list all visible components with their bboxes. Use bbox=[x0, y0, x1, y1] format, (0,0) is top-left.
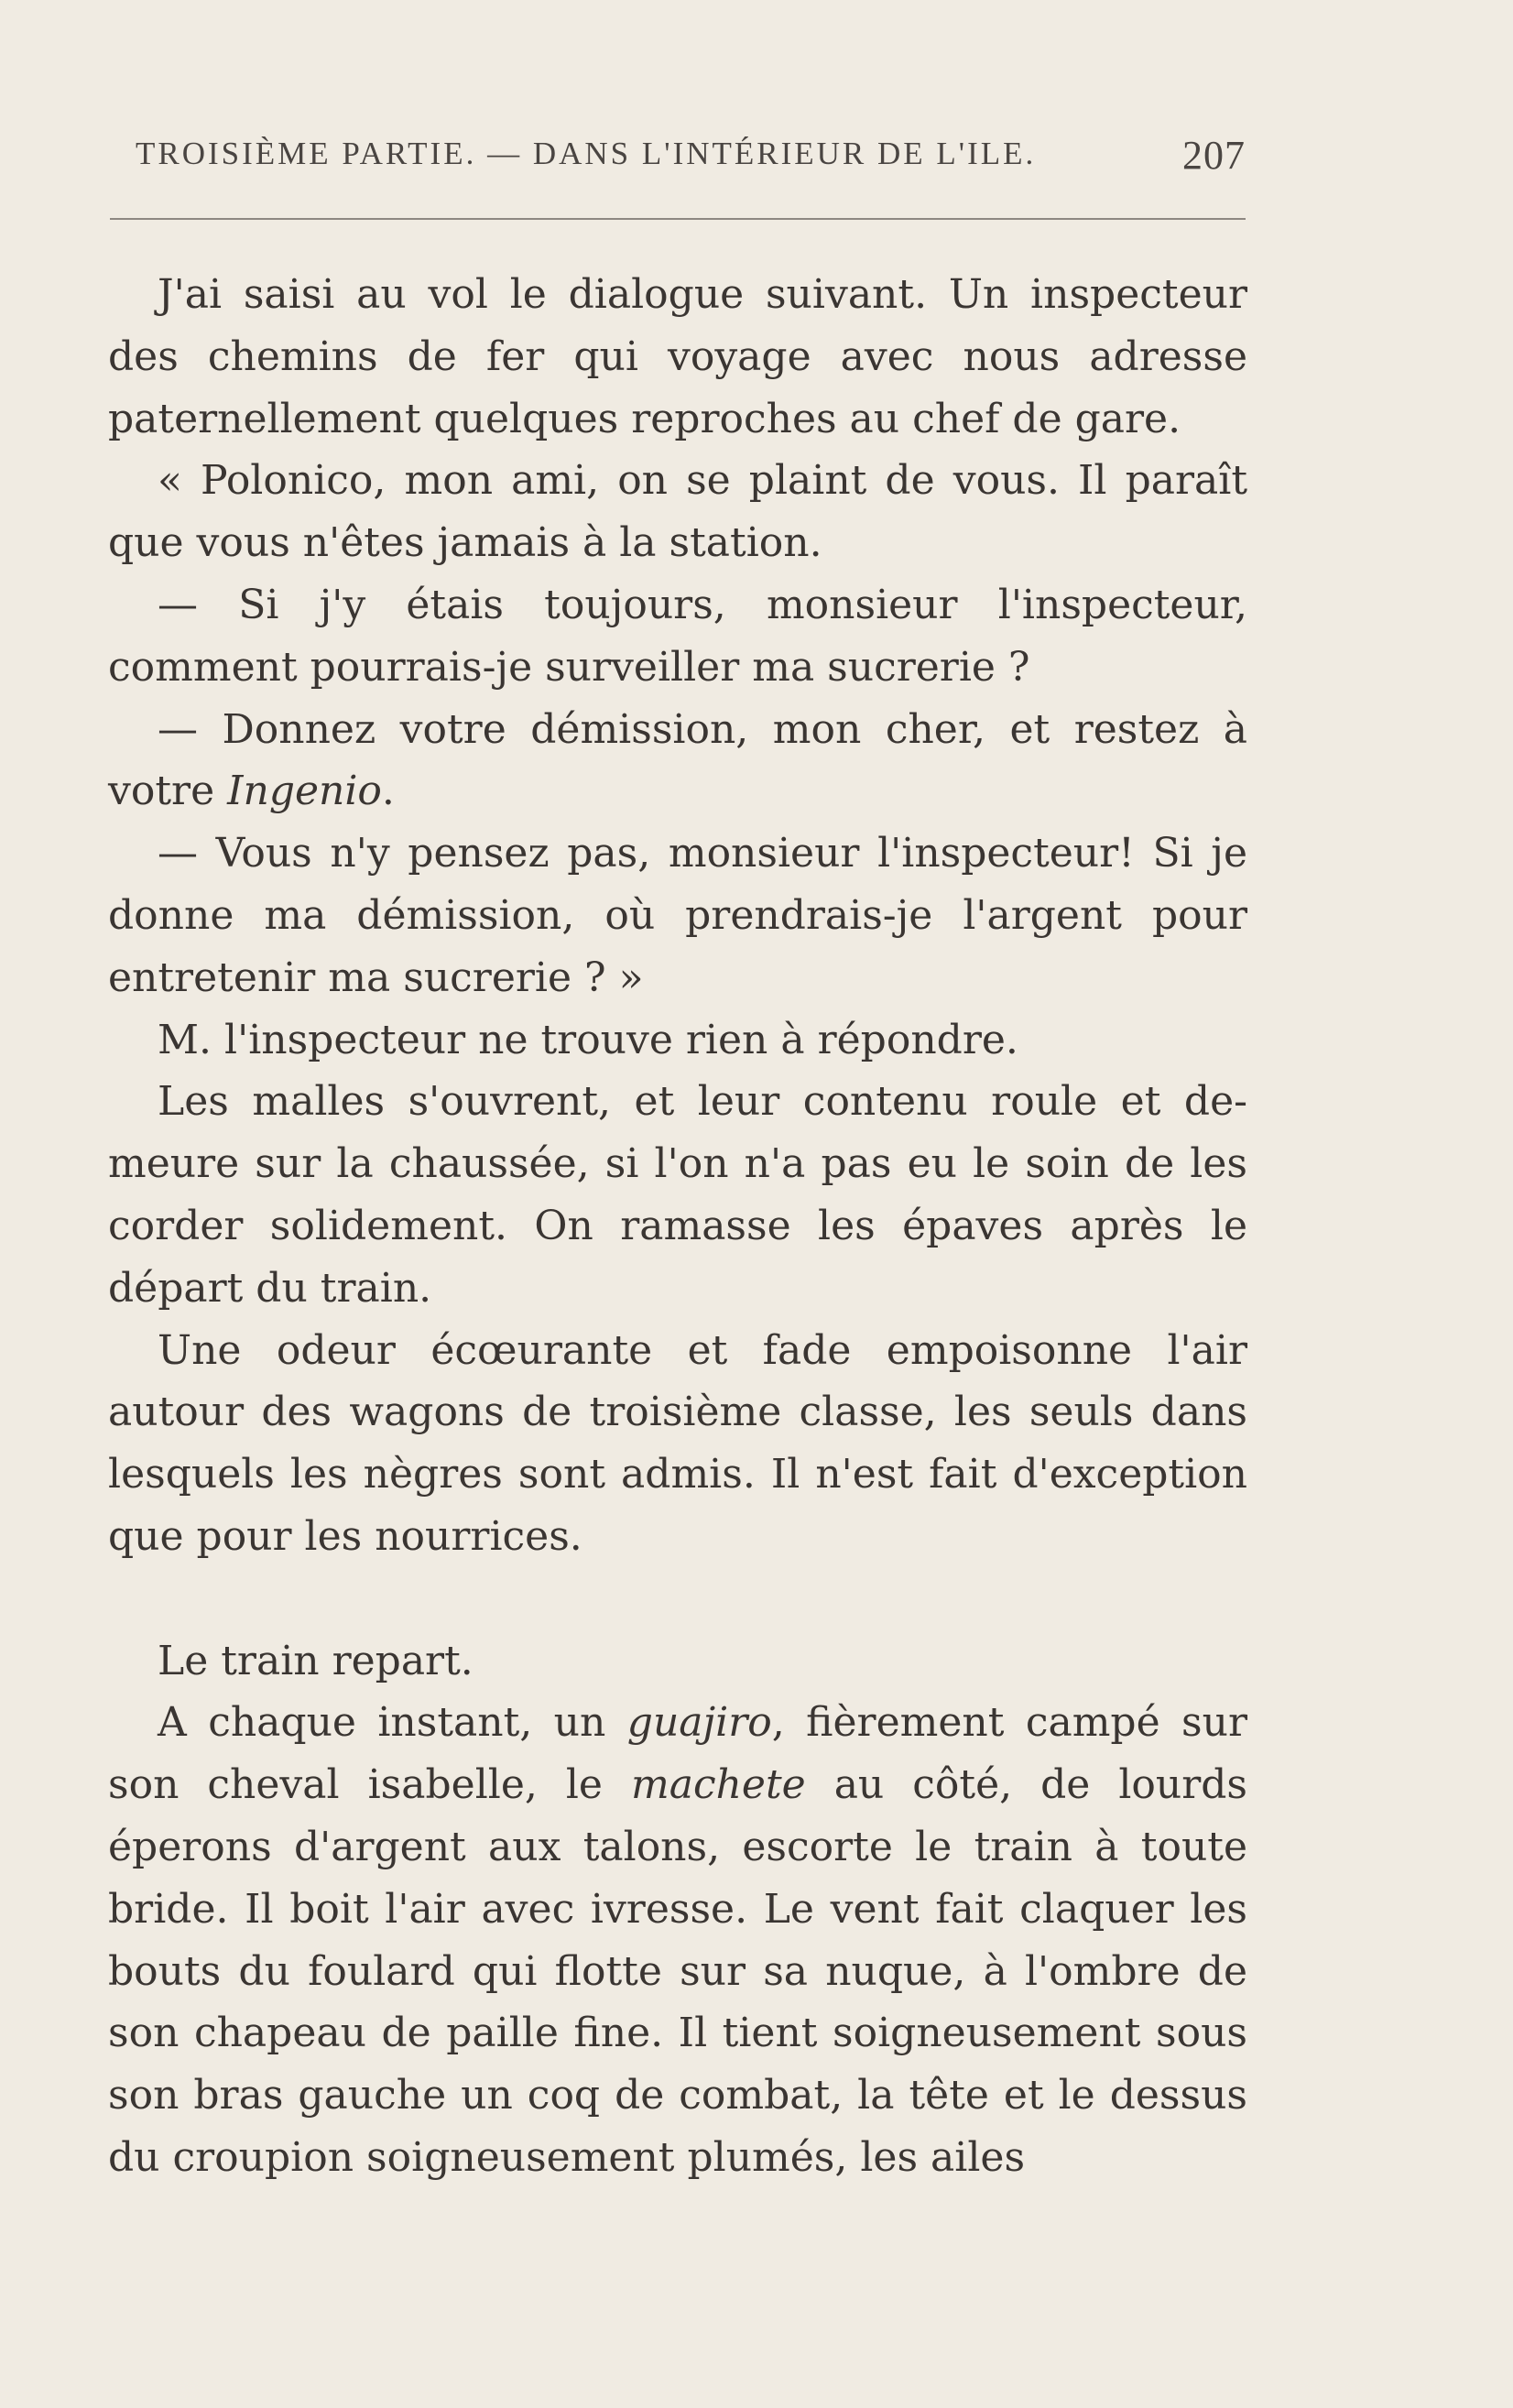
text-run: A chaque instant, un bbox=[158, 1699, 627, 1747]
paragraph: Une odeur écœurante et fade empoisonne l'air autour des wagons de troisième classe, les seuls dans lesquels les nègres sont admis. Il n'est fait d'exception que pour les nourrices. bbox=[108, 1326, 1247, 1560]
page-header bbox=[136, 133, 1246, 191]
text-run: , fièrement campé sur son cheval isabelle, le bbox=[108, 1699, 1247, 1809]
header-rule bbox=[110, 218, 1246, 220]
page-number: 207 bbox=[1182, 133, 1246, 178]
paragraph: Le train repart. bbox=[158, 1637, 473, 1684]
paragraph bbox=[108, 1692, 1247, 2188]
paragraph: M. l'inspecteur ne trouve rien à répondre. bbox=[158, 1016, 1018, 1063]
body-text bbox=[108, 264, 1247, 2189]
paragraph bbox=[108, 699, 1247, 823]
paragraph: — Vous n'y pensez pas, monsieur l'inspecteur! Si je donne ma démission, où prendrais-je l'argent pour entretenir ma sucrerie ? » bbox=[108, 830, 1247, 1001]
paragraph: Les malles s'ouvrent, et leur contenu roule et demeure sur la chaussée, si l'on n'a pas eu le soin de les corder solidement. On ramasse les épaves après le départ du train. bbox=[108, 1078, 1247, 1312]
italic-term: Ingenio bbox=[227, 768, 382, 815]
italic-term: guajiro bbox=[626, 1699, 772, 1747]
text-run: au côté, de lourds éperons d'argent aux talons, escorte le train à toute bride. Il boit l'air avec ivresse. Le vent fait claquer les bouts du foulard qui flotte sur sa nuque, à l'ombre de son chapeau de paille fine. Il tient soigneusement sous son bras gauche un coq de combat, la tête et le dessus du croupion soigneusement plumés, les ailes bbox=[108, 1761, 1247, 2181]
running-head: TROISIÈME PARTIE. — DANS L'INTÉRIEUR DE L'ILE. bbox=[136, 136, 1037, 171]
italic-term: machete bbox=[630, 1761, 806, 1809]
paragraph: — Si j'y étais toujours, monsieur l'inspecteur, comment pourrais-je surveiller ma sucrerie ? bbox=[108, 581, 1247, 691]
text-run: . bbox=[381, 768, 395, 815]
paragraph: J'ai saisi au vol le dialogue suivant. Un inspecteur des chemins de fer qui voyage avec nous adresse paternellement quelques reproches au chef de gare. bbox=[108, 271, 1247, 442]
paragraph: « Polonico, mon ami, on se plaint de vous. Il paraît que vous n'êtes jamais à la station. bbox=[108, 457, 1247, 567]
text-run: — Donnez votre démission, mon cher, et restez à votre bbox=[108, 705, 1247, 815]
